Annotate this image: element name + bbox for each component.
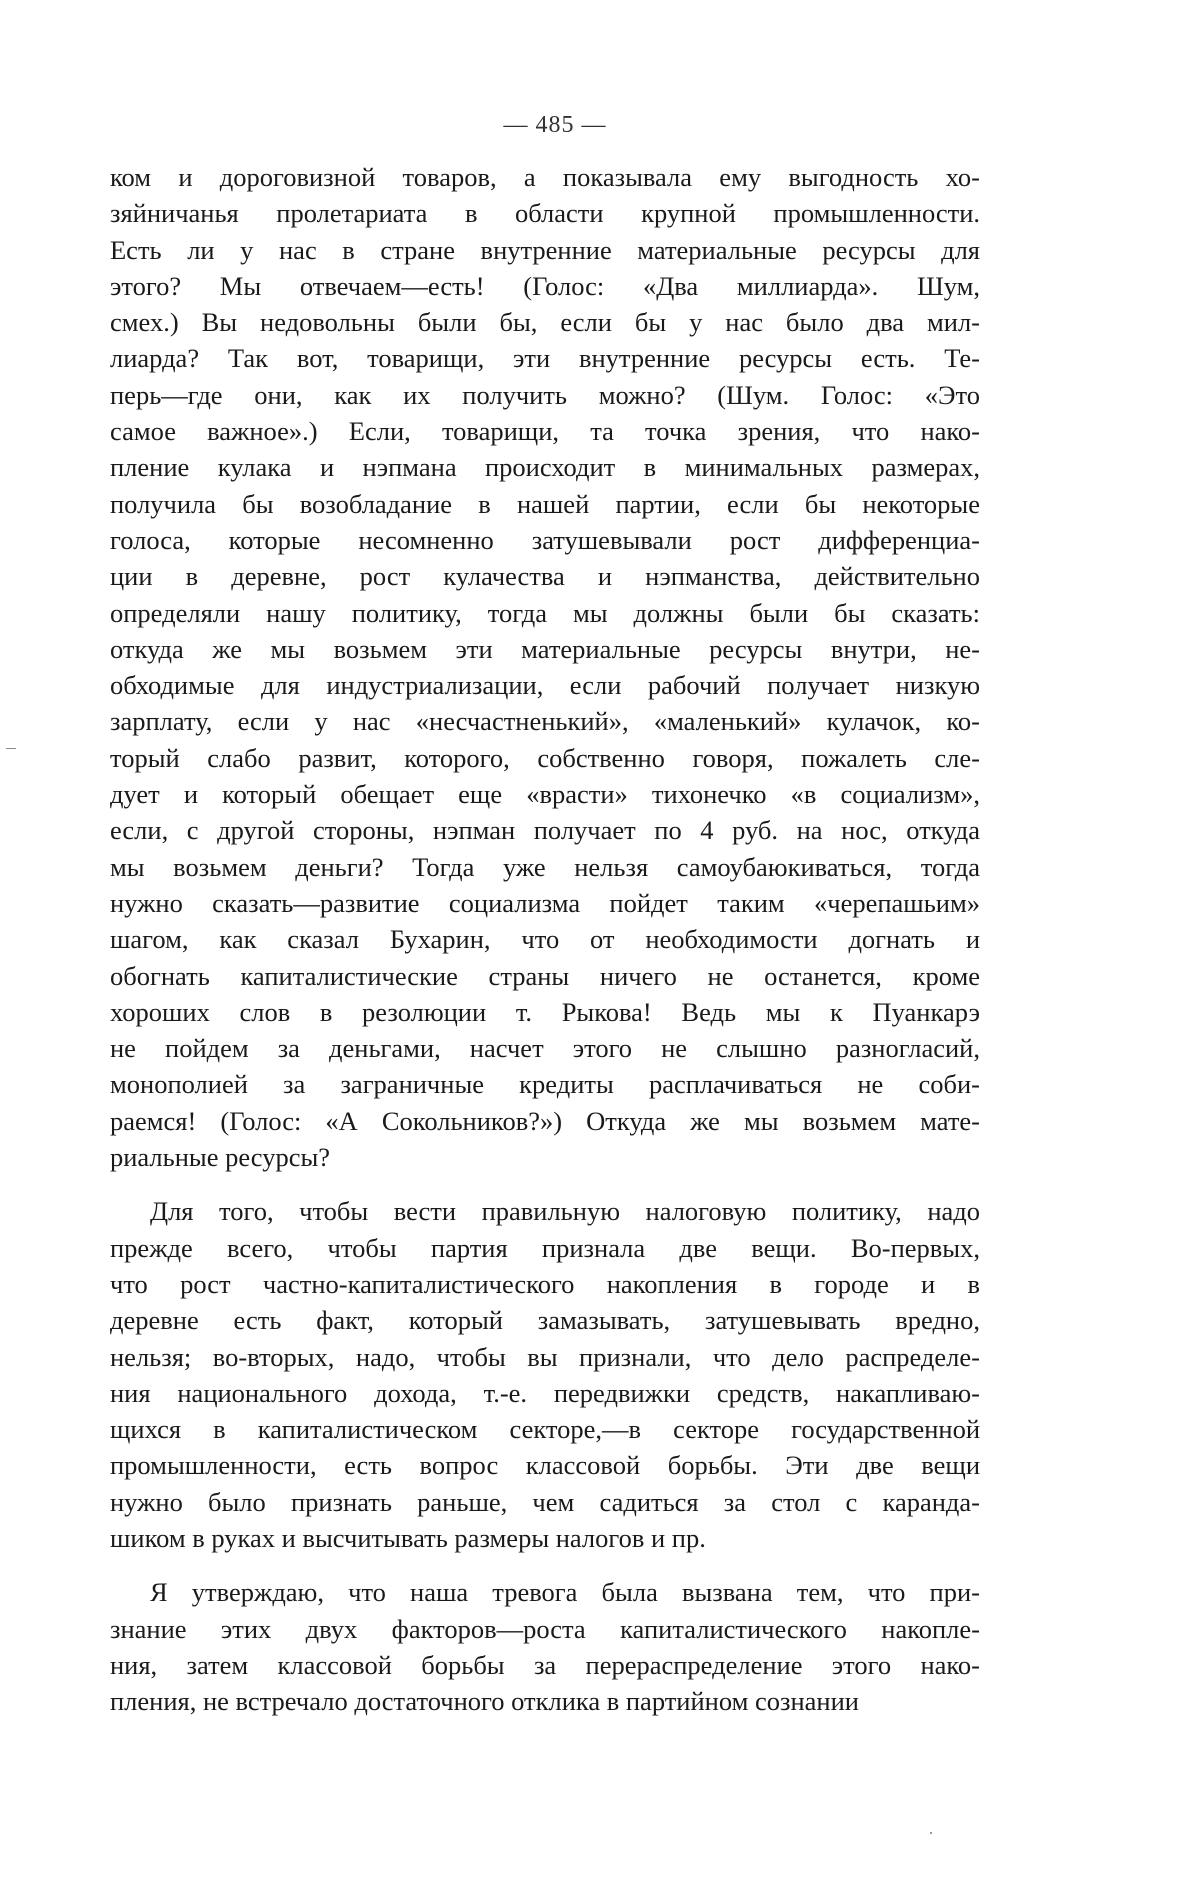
text-line: определяли нашу политику, тогда мы должны были бы сказать: [110, 597, 980, 628]
margin-mark [6, 748, 16, 749]
book-page [110, 112, 980, 1719]
text-line: прежде всего, чтобы партия признала две вещи. Во-первых, [110, 1232, 980, 1263]
text-line: хороших слов в резолюции т. Рыкова! Ведь мы к Пуанкарэ [110, 996, 980, 1027]
scan-speck [930, 1832, 932, 1834]
text-line: обогнать капиталистические страны ничего не останется, кроме [110, 960, 980, 991]
text-line: дует и который обещает еще «врасти» тихонечко «в социализм», [110, 779, 980, 810]
text-line: если, с другой стороны, нэпман получает по 4 руб. на нос, откуда [110, 815, 980, 846]
text-line: ния национального дохода, т.-е. передвижки средств, накапливаю- [110, 1377, 980, 1408]
text-line: нужно было признать раньше, чем садиться за стол с каранда- [110, 1486, 980, 1517]
text-line: пления, не встречало достаточного отклика в партийном сознании [110, 1686, 859, 1717]
text-line: самое важное».) Если, товарищи, та точка зрения, что нако- [110, 416, 980, 447]
text-line: шиком в руках и высчитывать размеры налогов и пр. [110, 1522, 706, 1553]
text-line: зарплату, если у нас «несчастненький», «маленький» кулачок, ко- [110, 706, 980, 737]
text-line: раемся! (Голос: «А Сокольников?») Откуда же мы возьмем мате- [110, 1105, 980, 1136]
text-line: получила бы возобладание в нашей партии, если бы некоторые [110, 488, 980, 519]
text-line: не пойдем за деньгами, насчет этого не слышно разногласий, [110, 1033, 980, 1064]
text-line: голоса, которые несомненно затушевывали рост дифференциа- [110, 524, 980, 555]
text-line: зяйничанья пролетариата в области крупной промышленности. [110, 198, 980, 229]
body-text [110, 159, 980, 1719]
text-line: Есть ли у нас в стране внутренние материальные ресурсы для [110, 234, 980, 265]
text-line: нельзя; во-вторых, надо, чтобы вы признали, что дело распределе- [110, 1341, 980, 1372]
text-line: этого? Мы отвечаем—есть! (Голос: «Два миллиарда». Шум, [110, 270, 980, 301]
text-line: смех.) Вы недовольны были бы, если бы у нас было два мил- [110, 307, 980, 338]
text-line: пление кулака и нэпмана происходит в минимальных размерах, [110, 452, 980, 483]
text-line: лиарда? Так вот, товарищи, эти внутренние ресурсы есть. Те- [110, 343, 980, 374]
paragraph [110, 1574, 980, 1719]
paragraph [110, 1193, 980, 1556]
text-line: Я утверждаю, что наша тревога была вызвана тем, что при- [150, 1577, 980, 1608]
text-line: шагом, как сказал Бухарин, что от необходимости догнать и [110, 924, 980, 955]
text-line: нужно сказать—развитие социализма пойдет таким «черепашьим» [110, 887, 980, 918]
text-line: ком и дороговизной товаров, а показывала ему выгодность хо- [110, 162, 980, 192]
paragraph [110, 159, 980, 1175]
text-line: деревне есть факт, который замазывать, затушевывать вредно, [110, 1305, 980, 1336]
page-number: — 485 — [503, 112, 607, 138]
text-line: откуда же мы возьмем эти материальные ресурсы внутри, не- [110, 633, 980, 664]
text-line: ния, затем классовой борьбы за перераспределение этого нако- [110, 1649, 980, 1680]
text-line: монополией за заграничные кредиты расплачиваться не соби- [110, 1069, 980, 1100]
text-line: знание этих двух факторов—роста капиталистического накопле- [110, 1613, 980, 1644]
text-line: торый слабо развит, которого, собственно говоря, пожалеть сле- [110, 742, 980, 773]
text-line: риальные ресурсы? [110, 1142, 331, 1173]
text-line: щихся в капиталистическом секторе,—в секторе государственной [110, 1414, 980, 1445]
text-line: мы возьмем деньги? Тогда уже нельзя самоубаюкиваться, тогда [110, 851, 980, 882]
text-line: Для того, чтобы вести правильную налоговую политику, надо [150, 1196, 980, 1227]
text-line: перь—где они, как их получить можно? (Шум. Голос: «Это [110, 379, 980, 410]
text-line: обходимые для индустриализации, если рабочий получает низкую [110, 670, 980, 701]
text-line: что рост частно-капиталистического накопления в городе и в [110, 1268, 980, 1299]
text-line: ции в деревне, рост кулачества и нэпманства, действительно [110, 561, 980, 592]
text-line: промышленности, есть вопрос классовой борьбы. Эти две вещи [110, 1450, 980, 1481]
